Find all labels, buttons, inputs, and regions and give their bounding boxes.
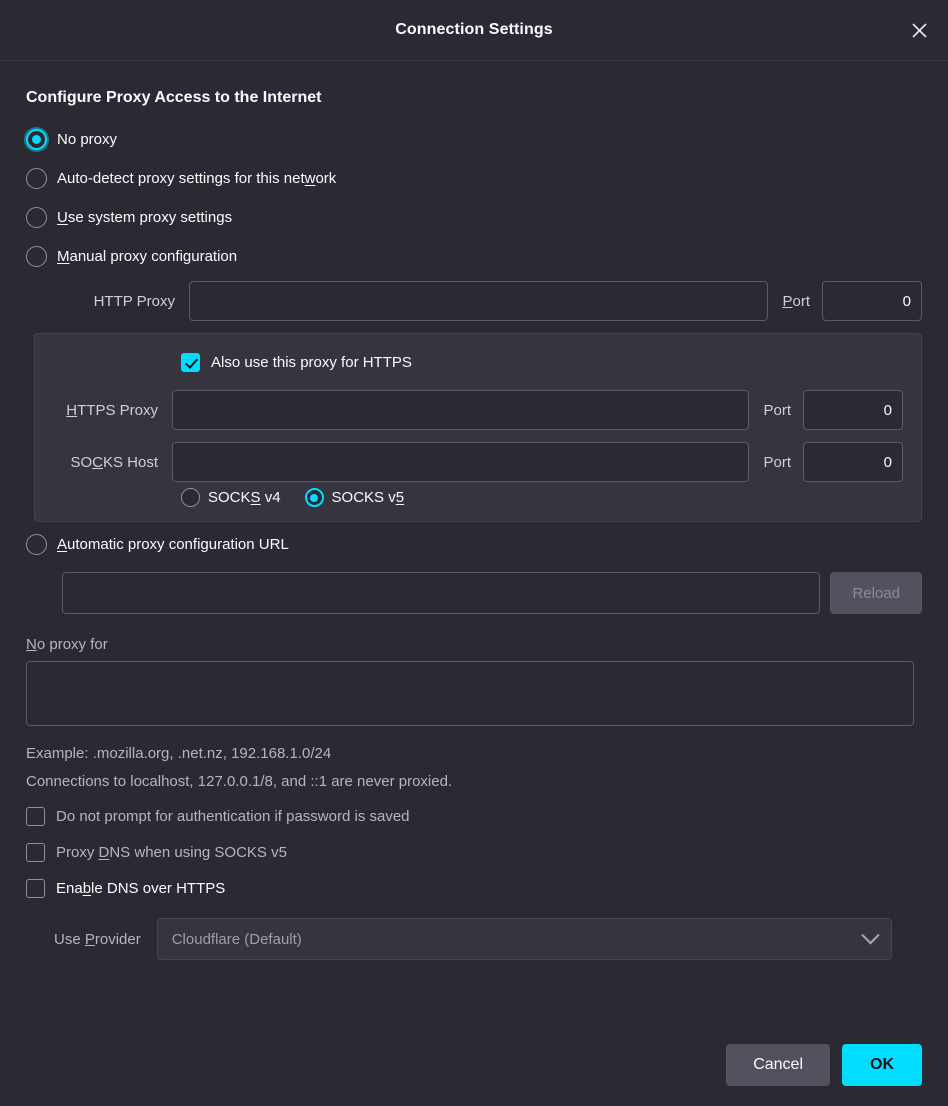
dialog-titlebar [0,0,948,61]
pac-url-input[interactable] [62,572,820,614]
radio-label-auto-detect: Auto-detect proxy settings for this network [57,169,337,187]
socks-host-input[interactable] [172,442,749,482]
radio-label-no-proxy: No proxy [57,130,118,148]
socks-version-group [53,488,903,507]
radio-label-pac-url: Automatic proxy configuration URL [57,535,289,553]
http-port-input[interactable] [822,281,922,321]
radio-manual-proxy-icon[interactable] [26,246,47,267]
radio-option-socks-v4[interactable] [181,488,281,507]
https-proxy-row [53,390,903,430]
http-proxy-input[interactable] [189,281,768,321]
checkbox-row-proxy-dns[interactable] [26,843,922,862]
cancel-button[interactable]: Cancel [726,1044,830,1086]
radio-label-socks-v5: SOCKS v5 [331,489,405,506]
https-proxy-label: HTTPS Proxy [66,401,158,419]
socks-port-label: Port [763,453,791,471]
also-https-checkbox-icon[interactable] [181,353,200,372]
radio-auto-detect-icon[interactable] [26,168,47,189]
https-proxy-input[interactable] [172,390,749,430]
reload-button[interactable]: Reload [830,572,922,614]
radio-option-socks-v5[interactable] [305,488,405,507]
dialog-title: Connection Settings [395,21,553,38]
no-prompt-auth-label: Do not prompt for authentication if password is saved [56,808,410,825]
chevron-down-icon [861,926,879,944]
socks-port-input[interactable] [803,442,903,482]
enable-doh-label: Enable DNS over HTTPS [56,880,226,897]
http-port-label: Port [782,292,810,310]
radio-label-system-proxy: Use system proxy settings [57,208,233,226]
no-proxy-for-label: No proxy for [26,636,108,653]
radio-option-manual-proxy[interactable] [26,242,922,270]
checkbox-row-enable-doh[interactable] [26,879,922,898]
proxy-dns-checkbox-icon[interactable] [26,843,45,862]
radio-option-auto-detect[interactable] [26,164,922,192]
dialog-footer [0,1032,948,1106]
pac-url-row [62,572,922,614]
provider-value: Cloudflare (Default) [171,930,302,948]
enable-doh-checkbox-icon[interactable] [26,879,45,898]
no-proxy-note: Connections to localhost, 127.0.0.1/8, and ::1 are never proxied. [26,773,453,790]
http-proxy-row [62,281,922,321]
also-https-row[interactable] [181,348,903,376]
close-icon[interactable] [902,13,936,47]
radio-label-manual-proxy: Manual proxy configuration [57,247,238,265]
http-proxy-label: HTTP Proxy [93,292,175,310]
radio-pac-url-icon[interactable] [26,534,47,555]
no-proxy-for-textarea[interactable] [26,661,914,726]
provider-row [26,918,922,960]
radio-option-no-proxy[interactable] [26,125,922,153]
provider-label: Use Provider [54,930,141,948]
radio-option-system-proxy[interactable] [26,203,922,231]
section-title: Configure Proxy Access to the Internet [26,89,322,106]
radio-option-pac-url[interactable] [26,530,922,558]
https-settings-panel [34,333,922,522]
radio-system-proxy-icon[interactable] [26,207,47,228]
no-proxy-example: Example: .mozilla.org, .net.nz, 192.168.1.0/24 [26,745,332,762]
socks-host-label: SOCKS Host [70,453,158,471]
also-https-label: Also use this proxy for HTTPS [211,353,412,371]
dialog-content [0,61,948,1032]
https-port-input[interactable] [803,390,903,430]
no-prompt-auth-checkbox-icon[interactable] [26,807,45,826]
checkbox-row-no-prompt-auth[interactable] [26,807,922,826]
radio-no-proxy-icon[interactable] [26,129,47,150]
radio-socks-v4-icon[interactable] [181,488,200,507]
https-port-label: Port [763,401,791,419]
provider-select[interactable] [157,918,892,960]
ok-button[interactable]: OK [842,1044,922,1086]
proxy-dns-label: Proxy DNS when using SOCKS v5 [56,844,287,861]
socks-host-row [53,442,903,482]
radio-socks-v5-icon[interactable] [305,488,324,507]
radio-label-socks-v4: SOCKS v4 [208,489,281,506]
